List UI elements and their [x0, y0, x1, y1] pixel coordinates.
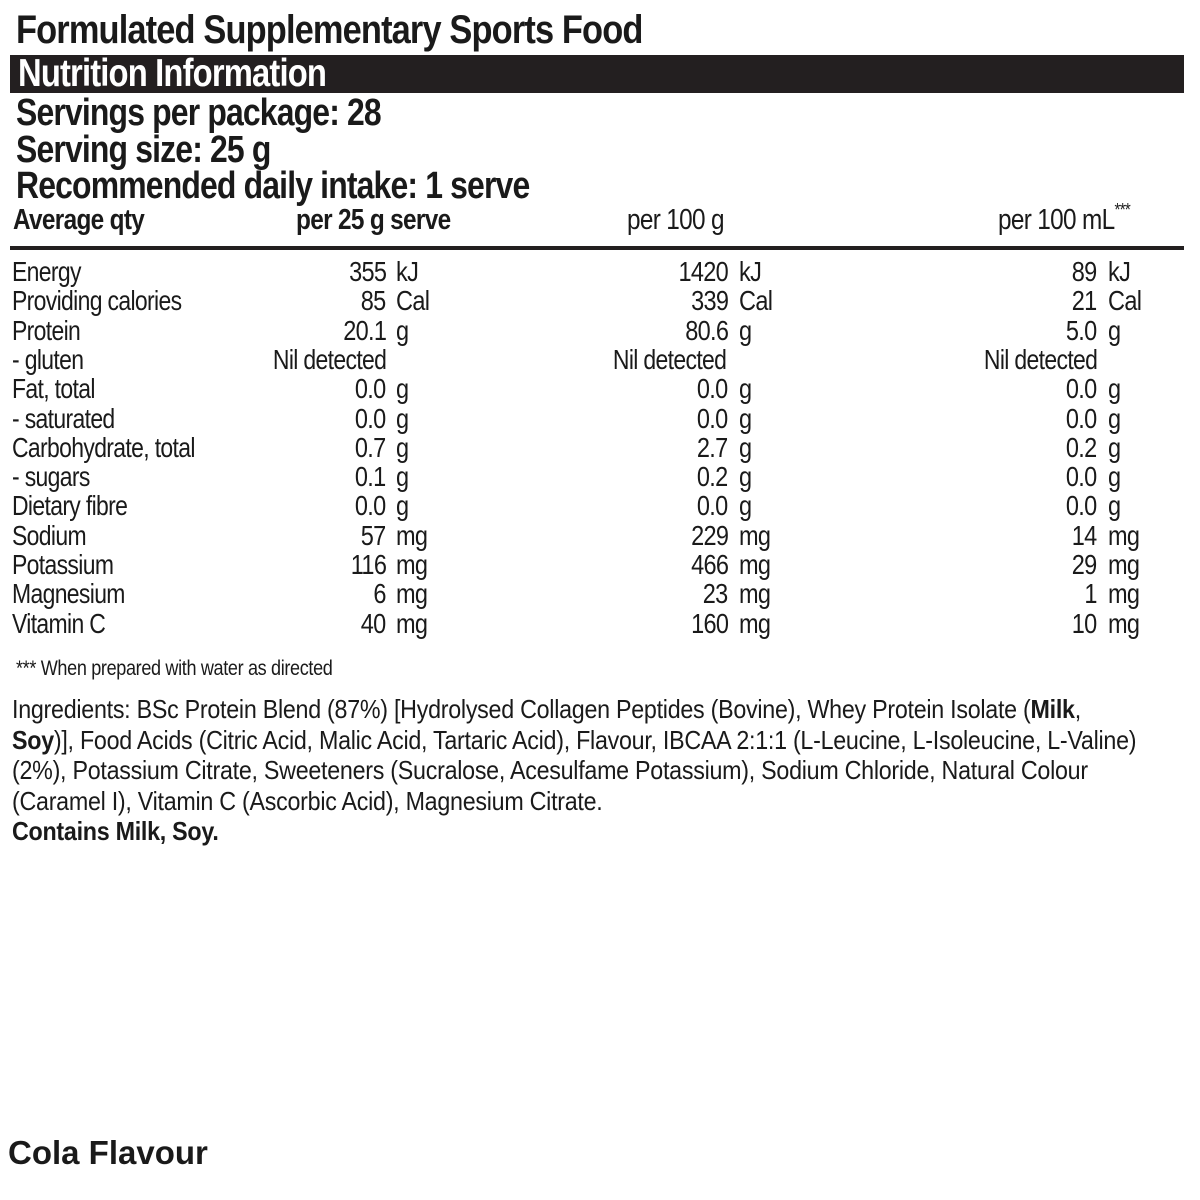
table-row: [0, 344, 1200, 373]
table-row: [0, 549, 1200, 578]
nutrient-unit-ml100: mg: [1108, 607, 1140, 639]
nutrient-name: Dietary fibre: [12, 490, 128, 522]
nutrient-value-ml100: 14: [1072, 519, 1097, 551]
serving-size: Serving size: 25 g: [16, 129, 271, 171]
nutrient-value-serve: 116: [350, 549, 386, 580]
nutrient-value-ml100: 0.0: [1066, 373, 1097, 405]
nutrient-name: - sugars: [12, 461, 90, 493]
allergen-statement: Contains Milk, Soy.: [12, 816, 219, 846]
nutrient-unit-g100: mg: [739, 607, 771, 639]
allergen-milk: Milk: [1030, 694, 1075, 724]
nutrient-unit-g100: g: [739, 490, 752, 522]
table-row: [0, 285, 1200, 317]
nutrient-unit-g100: g: [739, 314, 752, 346]
nutrient-unit-serve: mg: [396, 519, 428, 551]
nutrient-name: - saturated: [12, 402, 115, 434]
header-rule: [10, 246, 1184, 250]
table-row: [0, 608, 1200, 637]
recommended-intake: Recommended daily intake: 1 serve: [16, 165, 530, 207]
nutrient-value-ml100: Nil detected: [983, 343, 1097, 375]
nutrient-value-ml100: 0.0: [1066, 402, 1097, 434]
table-row: [0, 403, 1200, 432]
nutrient-value-g100: 0.0: [697, 402, 728, 434]
nutrient-value-serve: 0.0: [355, 373, 386, 405]
table-row: [0, 373, 1200, 405]
nutrient-unit-serve: g: [396, 461, 409, 493]
nutrient-value-ml100: 0.0: [1066, 490, 1097, 522]
nutrient-value-serve: 57: [361, 519, 386, 551]
nutrient-name: - gluten: [12, 343, 84, 375]
column-header-per-100g: per 100 g: [627, 204, 724, 236]
nutrient-name: Magnesium: [12, 578, 125, 610]
nutrient-unit-serve: mg: [396, 578, 428, 610]
nutrient-unit-ml100: Cal: [1108, 285, 1142, 317]
nutrient-value-g100: Nil detected: [612, 343, 726, 375]
nutrient-value-serve: 40: [361, 607, 386, 639]
column-header-per-serve: per 25 g serve: [296, 204, 451, 236]
nutrient-unit-ml100: mg: [1108, 578, 1140, 610]
nutrient-unit-ml100: mg: [1108, 519, 1140, 551]
nutrient-name: Providing calories: [12, 285, 182, 317]
nutrient-unit-g100: mg: [739, 519, 771, 551]
nutrient-unit-serve: mg: [396, 607, 428, 639]
servings-per-package: Servings per package: 28: [16, 92, 381, 134]
footnote: *** When prepared with water as directed: [16, 657, 333, 680]
nutrient-unit-serve: g: [396, 402, 409, 434]
nutrient-value-g100: 2.7: [697, 431, 728, 463]
nutrient-unit-g100: mg: [739, 578, 771, 610]
nutrient-unit-serve: Cal: [396, 285, 430, 317]
nutrient-value-serve: 6: [373, 578, 386, 610]
nutrient-unit-serve: g: [396, 314, 409, 346]
nutrient-value-ml100: 5.0: [1066, 314, 1097, 346]
nutrient-unit-g100: g: [739, 431, 752, 463]
nutrition-heading: Nutrition Information: [18, 52, 327, 95]
nutrient-unit-g100: g: [739, 461, 752, 493]
nutrient-name: Vitamin C: [12, 607, 106, 639]
nutrient-name: Protein: [12, 314, 81, 346]
nutrient-unit-ml100: kJ: [1108, 256, 1131, 287]
nutrient-unit-ml100: g: [1108, 402, 1121, 434]
nutrient-unit-serve: g: [396, 373, 409, 405]
nutrient-unit-serve: g: [396, 431, 409, 463]
nutrient-unit-ml100: g: [1108, 431, 1121, 463]
nutrient-value-g100: 466: [690, 549, 728, 580]
nutrient-value-serve: 0.0: [355, 402, 386, 434]
nutrient-unit-ml100: g: [1108, 314, 1121, 346]
nutrient-unit-g100: mg: [739, 549, 771, 580]
nutrient-value-g100: 339: [690, 285, 728, 317]
nutrient-name: Potassium: [12, 549, 114, 580]
table-row: [0, 490, 1200, 522]
nutrient-value-ml100: 10: [1072, 607, 1097, 639]
nutrient-value-serve: 85: [361, 285, 386, 317]
nutrient-name: Carbohydrate, total: [12, 431, 195, 463]
nutrient-name: Fat, total: [12, 373, 95, 405]
nutrient-value-serve: 20.1: [342, 314, 386, 346]
nutrient-value-ml100: 89: [1072, 256, 1097, 287]
nutrient-value-g100: 160: [690, 607, 728, 639]
nutrient-unit-g100: kJ: [739, 256, 762, 287]
nutrient-name: Energy: [12, 256, 81, 287]
product-type-title: Formulated Supplementary Sports Food: [16, 8, 643, 52]
nutrient-unit-g100: g: [739, 402, 752, 434]
nutrient-value-g100: 229: [690, 519, 728, 551]
table-row: [0, 256, 1200, 285]
nutrient-value-serve: 0.7: [355, 431, 386, 463]
table-row: [0, 578, 1200, 610]
column-header-per-100ml: per 100 mL***: [998, 200, 1131, 236]
nutrient-value-g100: 1420: [678, 256, 728, 287]
nutrient-value-serve: 0.1: [355, 461, 386, 493]
nutrient-value-ml100: 21: [1072, 285, 1097, 317]
nutrient-name: Sodium: [12, 519, 86, 551]
nutrient-value-ml100: 1: [1084, 578, 1097, 610]
column-header-average-qty: Average qty: [13, 204, 145, 236]
nutrient-value-g100: 23: [703, 578, 728, 610]
table-row: [0, 315, 1200, 344]
flavour-name: Cola Flavour: [8, 1134, 208, 1171]
nutrient-value-serve: 0.0: [355, 490, 386, 522]
allergen-soy: Soy: [12, 724, 54, 755]
nutrient-unit-ml100: mg: [1108, 549, 1140, 580]
nutrient-unit-serve: kJ: [396, 256, 419, 287]
nutrient-unit-ml100: g: [1108, 373, 1121, 405]
nutrient-unit-g100: Cal: [739, 285, 773, 317]
nutrient-value-ml100: 0.2: [1066, 431, 1097, 463]
nutrient-unit-g100: g: [739, 373, 752, 405]
nutrient-value-g100: 0.2: [697, 461, 728, 493]
nutrient-value-g100: 80.6: [684, 314, 728, 346]
nutrient-value-serve: Nil detected: [272, 343, 386, 375]
ingredients-text: Ingredients: BSc Protein Blend (87%) [Hydrolysed Collagen Peptides (Bovine), Whey Protein Isolate (Milk, Soy)], Food Acids (Citric Acid, Malic Acid, Tartaric Acid), Flavour, IBCAA 2:1:1 (L-Leucine, L-Isoleucine, L-Valine) (2%), Potassium Citrate, Sweeteners (Sucralose, Acesulfame Potassium), Sodium Chloride, Natural Colour (Caramel I), Vitamin C (Ascorbic Acid), Magnesium Citrate. Contains Milk, Soy.: [12, 694, 1140, 847]
nutrient-value-serve: 355: [348, 256, 386, 287]
nutrient-unit-ml100: g: [1108, 461, 1121, 493]
nutrient-unit-serve: mg: [396, 549, 428, 580]
nutrient-value-ml100: 29: [1072, 549, 1097, 580]
nutrient-unit-serve: g: [396, 490, 409, 522]
nutrient-value-g100: 0.0: [697, 373, 728, 405]
nutrient-value-g100: 0.0: [697, 490, 728, 522]
nutrient-unit-ml100: g: [1108, 490, 1121, 522]
table-row: [0, 461, 1200, 493]
table-row: [0, 432, 1200, 461]
table-row: [0, 520, 1200, 549]
nutrient-value-ml100: 0.0: [1066, 461, 1097, 493]
